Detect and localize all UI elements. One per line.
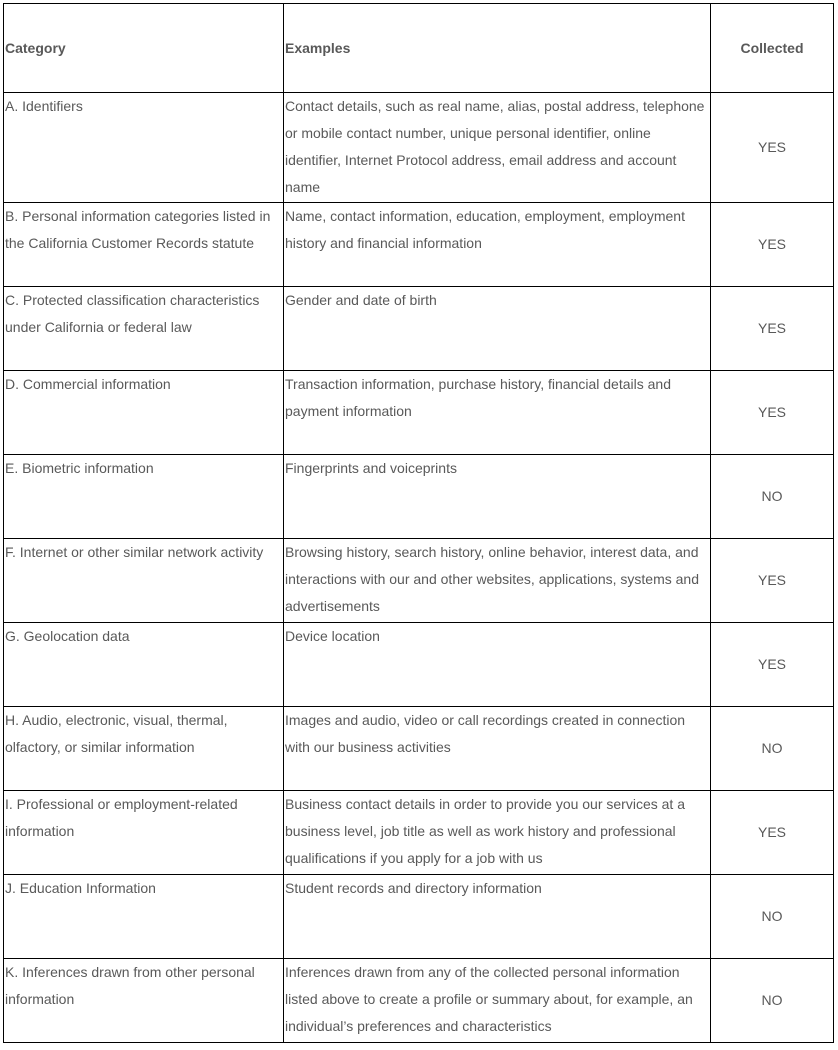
examples-cell: Contact details, such as real name, alias, postal address, telephone or mobile contact number, unique personal identifier, online identifier, Internet Protocol address, email address and account name [284, 93, 711, 203]
collected-cell: NO [711, 707, 834, 791]
header-row [4, 4, 834, 93]
collected-cell: YES [711, 287, 834, 371]
table-row [4, 791, 834, 875]
header-collected: Collected [711, 4, 834, 93]
examples-cell: Device location [284, 623, 711, 707]
examples-cell: Gender and date of birth [284, 287, 711, 371]
table-row [4, 707, 834, 791]
category-cell: D. Commercial information [4, 371, 284, 455]
collected-cell: YES [711, 203, 834, 287]
examples-cell: Transaction information, purchase history, financial details and payment information [284, 371, 711, 455]
header-category: Category [4, 4, 284, 93]
table-row [4, 455, 834, 539]
collected-cell: YES [711, 93, 834, 203]
collected-cell: YES [711, 539, 834, 623]
table-row [4, 287, 834, 371]
examples-cell: Images and audio, video or call recordings created in connection with our business activities [284, 707, 711, 791]
personal-information-categories-table [3, 3, 834, 1043]
examples-cell: Browsing history, search history, online behavior, interest data, and interactions with our and other websites, applications, systems and advertisements [284, 539, 711, 623]
examples-cell: Inferences drawn from any of the collected personal information listed above to create a profile or summary about, for example, an individual’s preferences and characteristics [284, 959, 711, 1043]
collected-cell: NO [711, 959, 834, 1043]
category-cell: H. Audio, electronic, visual, thermal, olfactory, or similar information [4, 707, 284, 791]
category-cell: C. Protected classification characteristics under California or federal law [4, 287, 284, 371]
examples-cell: Fingerprints and voiceprints [284, 455, 711, 539]
table-row [4, 623, 834, 707]
table-body [4, 93, 834, 1043]
collected-cell: NO [711, 875, 834, 959]
category-cell: F. Internet or other similar network activity [4, 539, 284, 623]
header-examples: Examples [284, 4, 711, 93]
table-row [4, 875, 834, 959]
table-container [3, 3, 834, 1043]
examples-cell: Business contact details in order to provide you our services at a business level, job title as well as work history and professional qualifications if you apply for a job with us [284, 791, 711, 875]
category-cell: A. Identifiers [4, 93, 284, 203]
examples-cell: Student records and directory information [284, 875, 711, 959]
category-cell: G. Geolocation data [4, 623, 284, 707]
category-cell: B. Personal information categories listed in the California Customer Records statute [4, 203, 284, 287]
collected-cell: YES [711, 623, 834, 707]
table-row [4, 959, 834, 1043]
collected-cell: YES [711, 791, 834, 875]
category-cell: E. Biometric information [4, 455, 284, 539]
table-row [4, 203, 834, 287]
collected-cell: NO [711, 455, 834, 539]
category-cell: I. Professional or employment-related information [4, 791, 284, 875]
table-row [4, 93, 834, 203]
category-cell: K. Inferences drawn from other personal information [4, 959, 284, 1043]
collected-cell: YES [711, 371, 834, 455]
examples-cell: Name, contact information, education, employment, employment history and financial information [284, 203, 711, 287]
table-header [4, 4, 834, 93]
table-row [4, 539, 834, 623]
table-row [4, 371, 834, 455]
category-cell: J. Education Information [4, 875, 284, 959]
